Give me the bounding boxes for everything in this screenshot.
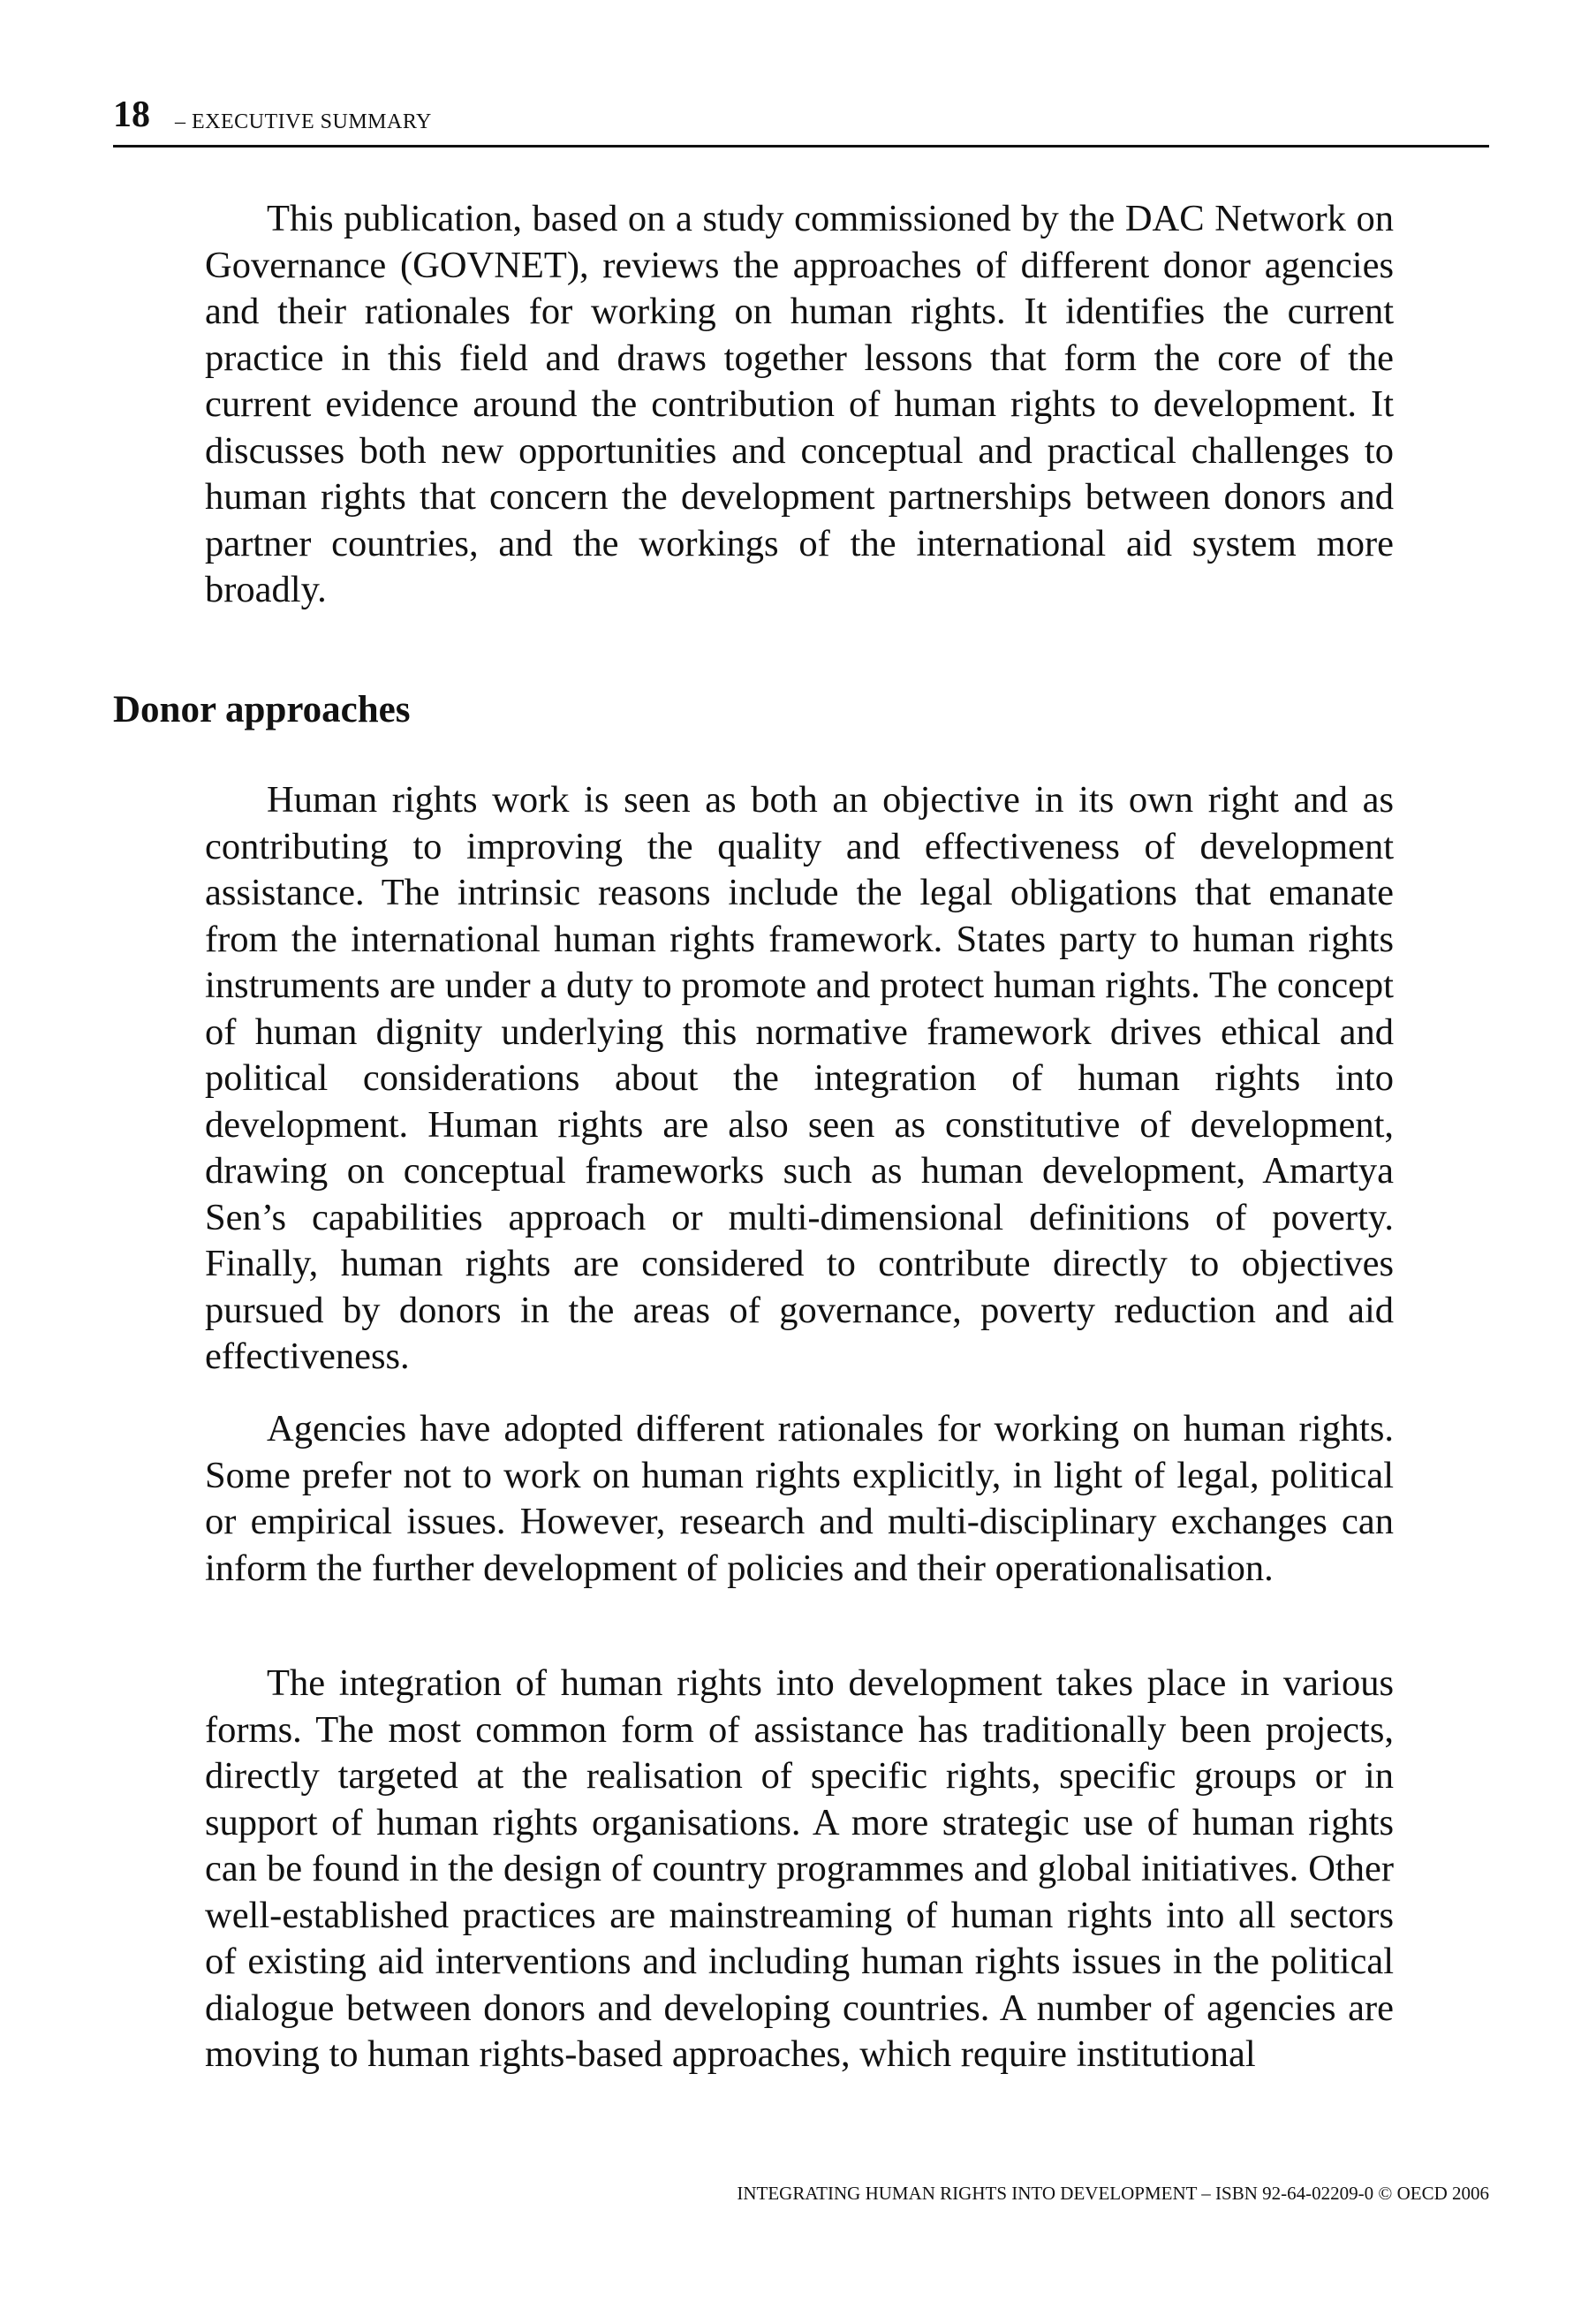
page-footer: INTEGRATING HUMAN RIGHTS INTO DEVELOPMENT – ISBN 92-64-02209-0 © OECD 2006 [737, 2183, 1489, 2204]
body-paragraph: The integration of human rights into development takes place in various forms. The most common form of assistance has traditionally been projects, directly targeted at the realisation of specific rights, specific groups or in support of human rights organisations. A more strategic use of human rights can be found in the design of country programmes and global initiatives. Other well-established practices are mainstreaming of human rights into all sectors of existing aid interventions and including human rights issues in the political dialogue between donors and developing countries. A number of agencies are moving to human rights-based approaches, which require institutional [205, 1662, 1394, 2075]
body-paragraph: Human rights work is seen as both an objective in its own right and as contributing to improving the quality and effectiveness of development assistance. The intrinsic reasons include the legal obligations that emanate from the international human rights framework. States party to human rights instruments are under a duty to promote and protect human rights. The concept of human dignity underlying this normative framework drives ethical and political considerations about the integration of human rights into development. Human rights are also seen as constitutive of development, drawing on conceptual frameworks such as human development, Amartya Sen’s capabilities approach or multi-dimensional definitions of poverty. Finally, human rights are considered to contribute directly to objectives pursued by donors in the areas of governance, poverty reduction and aid effectiveness. [205, 779, 1394, 1377]
page-number: 18 [113, 95, 150, 135]
intro-paragraph: This publication, based on a study commissioned by the DAC Network on Governance (GOVNET), reviews the approaches of different donor agencies and their rationales for working on human rights. It identifies the current practice in this field and draws together lessons that form the core of the current evidence around the contribution of human rights to development. It discusses both new opportunities and conceptual and practical challenges to human rights that concern the development partnerships between donors and partner countries, and the workings of the international aid system more broadly. [205, 198, 1394, 610]
section-heading: Donor approaches [113, 689, 411, 730]
page-header [113, 94, 1489, 148]
running-section-title: – EXECUTIVE SUMMARY [175, 110, 432, 133]
body-paragraph: Agencies have adopted different rationales for working on human rights. Some prefer not to work on human rights explicitly, in light of legal, political or empirical issues. However, research and multi-disciplinary exchanges can inform the further development of policies and their operationalisation. [205, 1408, 1394, 1589]
